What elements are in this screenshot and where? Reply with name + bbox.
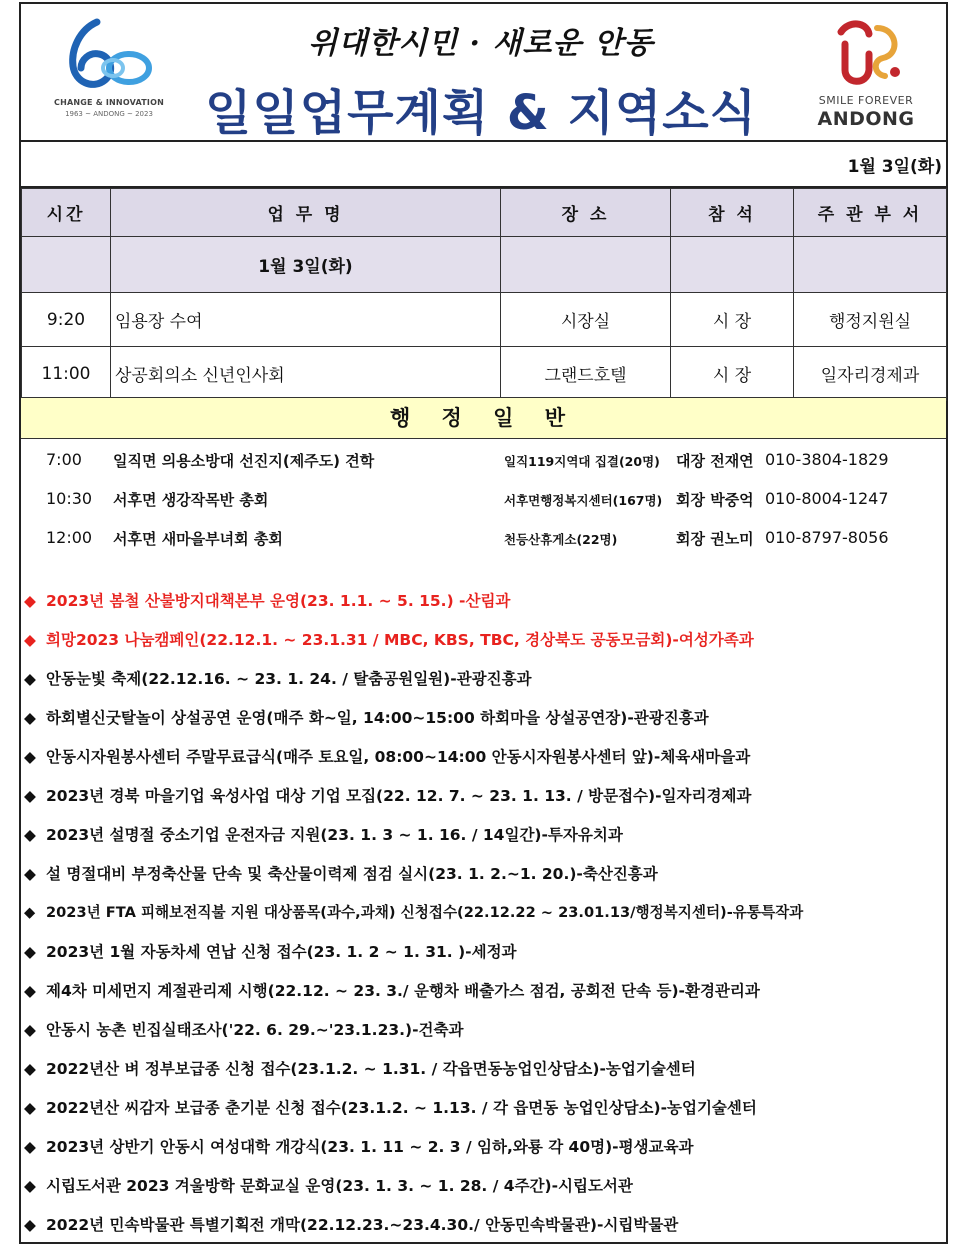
admin-contact: 회장 박중억 — [676, 491, 754, 509]
notice-text: 2023년 FTA 피해보전직불 지원 대상품목(과수,과채) 신청접수(22.12.22 ~ 23.01.13/행정복지센터)-유통특작과 — [46, 904, 804, 921]
day-label-row — [22, 237, 947, 293]
smile-emblem-icon — [811, 14, 921, 92]
notice-item — [24, 979, 944, 1001]
diamond-bullet-icon: ◆ — [24, 592, 36, 610]
admin-desc: 서후면 새마을부녀회 총회 — [113, 530, 283, 548]
table-header-row — [22, 189, 947, 237]
notice-text: 안동시 농촌 빈집실태조사('22. 6. 29.~'23.1.23.)-건축과 — [46, 1021, 464, 1039]
diamond-bullet-icon: ◆ — [24, 670, 36, 688]
smile-andong-logo — [811, 14, 921, 134]
notice-item — [24, 1135, 944, 1157]
logo-smile-forever: SMILE FOREVER — [818, 94, 914, 107]
notice-item — [24, 823, 944, 845]
day-label-empty-cell — [794, 237, 947, 293]
row-place: 시장실 — [501, 293, 671, 347]
row-dept: 행정지원실 — [794, 293, 947, 347]
sixty-emblem-icon — [49, 16, 169, 96]
notice-text: 시립도서관 2023 겨울방학 문화교실 운영(23. 1. 3. ~ 1. 28. / 4주간)-시립도서관 — [46, 1177, 633, 1195]
admin-contact: 회장 권노미 — [676, 530, 754, 548]
logo-andong: ANDONG — [817, 108, 915, 130]
column-header-dept: 주 관 부 서 — [794, 189, 947, 237]
notice-item — [24, 901, 944, 922]
row-attendee: 시 장 — [671, 347, 794, 401]
schedule-table — [21, 188, 947, 401]
notice-item — [24, 1018, 944, 1040]
notice-item — [24, 1174, 944, 1196]
document-header — [21, 4, 946, 142]
logo-tagline: CHANGE & INNOVATION — [54, 98, 164, 107]
notice-item — [24, 1213, 944, 1235]
notice-text: 2023년 봄철 산불방지대책본부 운영(23. 1.1. ~ 5. 15.) -산림과 — [46, 592, 511, 610]
diamond-bullet-icon: ◆ — [24, 982, 36, 1000]
date-row — [21, 142, 946, 188]
notice-item — [24, 745, 944, 767]
notice-text: 안동눈빛 축제(22.12.16. ~ 23. 1. 24. / 탈춤공원일원)-관광진흥과 — [46, 670, 532, 688]
admin-contact: 대장 전재연 — [676, 452, 754, 470]
column-header-task: 업 무 명 — [111, 189, 501, 237]
document-frame — [19, 2, 948, 1244]
admin-time: 7:00 — [46, 450, 82, 469]
row-time: 11:00 — [22, 347, 111, 401]
notice-item — [24, 940, 944, 962]
andong-60th-logo — [49, 16, 169, 131]
notice-text: 2022년산 벼 정부보급종 신청 접수(23.1.2. ~ 1.31. / 각읍면동농업인상담소)-농업기술센터 — [46, 1060, 696, 1078]
notice-item — [24, 628, 944, 650]
notice-text: 2022년산 씨감자 보급종 춘기분 신청 접수(23.1.2. ~ 1.13. / 각 읍면동 농업인상담소)-농업기술센터 — [46, 1099, 757, 1117]
admin-item — [21, 520, 946, 556]
diamond-bullet-icon: ◆ — [24, 1060, 36, 1078]
notice-item — [24, 1057, 944, 1079]
notice-item — [24, 862, 944, 884]
notice-text: 2023년 1월 자동차세 연납 신청 접수(23. 1. 2 ~ 1. 31. )-세정과 — [46, 943, 517, 961]
notice-text: 2022년 민속박물관 특별기획전 개막(22.12.23.~23.4.30./ 안동민속박물관)-시립박물관 — [46, 1216, 679, 1234]
row-task: 임용장 수여 — [111, 293, 501, 347]
diamond-bullet-icon: ◆ — [24, 1099, 36, 1117]
admin-place: 천등산휴게소(22명) — [504, 532, 618, 547]
diamond-bullet-icon: ◆ — [24, 1138, 36, 1156]
logo-years: 1963 ~ ANDONG ~ 2023 — [65, 110, 153, 118]
day-label-empty-cell — [501, 237, 671, 293]
day-label-empty-cell — [671, 237, 794, 293]
diamond-bullet-icon: ◆ — [24, 1216, 36, 1234]
slogan: 위대한시민 · 새로운 안동 — [308, 26, 654, 61]
notice-text: 2023년 상반기 안동시 여성대학 개강식(23. 1. 11 ~ 2. 3 / 임하,와룡 각 40명)-평생교육과 — [46, 1138, 694, 1156]
section-header-admin: 행 정 일 반 — [21, 397, 946, 439]
diamond-bullet-icon: ◆ — [24, 1021, 36, 1039]
table-row — [22, 347, 947, 401]
admin-desc: 서후면 생강작목반 총회 — [113, 491, 269, 509]
admin-desc: 일직면 의용소방대 선진지(제주도) 견학 — [113, 452, 375, 470]
admin-place: 서후면행정복지센터(167명) — [504, 493, 663, 508]
notice-text: 2023년 설명절 중소기업 운전자금 지원(23. 1. 3 ~ 1. 16. / 14일간)-투자유치과 — [46, 826, 623, 844]
diamond-bullet-icon: ◆ — [24, 748, 36, 766]
notice-item — [24, 784, 944, 806]
column-header-place: 장 소 — [501, 189, 671, 237]
diamond-bullet-icon: ◆ — [24, 787, 36, 805]
day-label-empty-cell — [22, 237, 111, 293]
notice-text: 안동시자원봉사센터 주말무료급식(매주 토요일, 08:00~14:00 안동시자원봉사센터 앞)-체육새마을과 — [46, 748, 751, 766]
column-header-attendee: 참 석 — [671, 189, 794, 237]
diamond-bullet-icon: ◆ — [24, 865, 36, 883]
notice-item — [24, 1096, 944, 1118]
diamond-bullet-icon: ◆ — [24, 709, 36, 727]
notice-text: 2023년 경북 마을기업 육성사업 대상 기업 모집(22. 12. 7. ~ 23. 1. 13. / 방문접수)-일자리경제과 — [46, 787, 752, 805]
admin-time: 12:00 — [46, 528, 93, 547]
admin-time: 10:30 — [46, 489, 93, 508]
notice-text: 하회별신굿탈놀이 상설공연 운영(매주 화~일, 14:00~15:00 하회마을 상설공연장)-관광진흥과 — [46, 709, 709, 727]
table-row — [22, 293, 947, 347]
row-task: 상공회의소 신년인사회 — [111, 347, 501, 401]
notice-item — [24, 589, 944, 611]
row-place: 그랜드호텔 — [501, 347, 671, 401]
admin-item — [21, 481, 946, 517]
diamond-bullet-icon: ◆ — [24, 943, 36, 961]
admin-item — [21, 442, 946, 478]
column-header-time: 시간 — [22, 189, 111, 237]
admin-phone: 010-8004-1247 — [765, 489, 889, 508]
admin-phone: 010-8797-8056 — [765, 528, 889, 547]
row-attendee: 시 장 — [671, 293, 794, 347]
diamond-bullet-icon: ◆ — [24, 1177, 36, 1195]
page-title: 일일업무계획 & 지역소식 — [205, 85, 757, 141]
document-date: 1월 3일(화) — [847, 157, 942, 177]
notice-text: 설 명절대비 부정축산물 단속 및 축산물이력제 점검 실시(23. 1. 2.~1. 20.)-축산진흥과 — [46, 865, 658, 883]
row-dept: 일자리경제과 — [794, 347, 947, 401]
notice-text: 희망2023 나눔캠페인(22.12.1. ~ 23.1.31 / MBC, KBS, TBC, 경상북도 공동모금회)-여성가족과 — [46, 631, 754, 649]
day-label: 1월 3일(화) — [111, 237, 501, 293]
notice-item — [24, 667, 944, 689]
diamond-bullet-icon: ◆ — [24, 904, 36, 921]
admin-place: 일직119지역대 집결(20명) — [504, 454, 660, 469]
diamond-bullet-icon: ◆ — [24, 826, 36, 844]
admin-phone: 010-3804-1829 — [765, 450, 889, 469]
notice-text: 제4차 미세먼지 계절관리제 시행(22.12. ~ 23. 3./ 운행차 배출가스 점검, 공회전 단속 등)-환경관리과 — [46, 982, 760, 1000]
row-time: 9:20 — [22, 293, 111, 347]
diamond-bullet-icon: ◆ — [24, 631, 36, 649]
notice-item — [24, 706, 944, 728]
